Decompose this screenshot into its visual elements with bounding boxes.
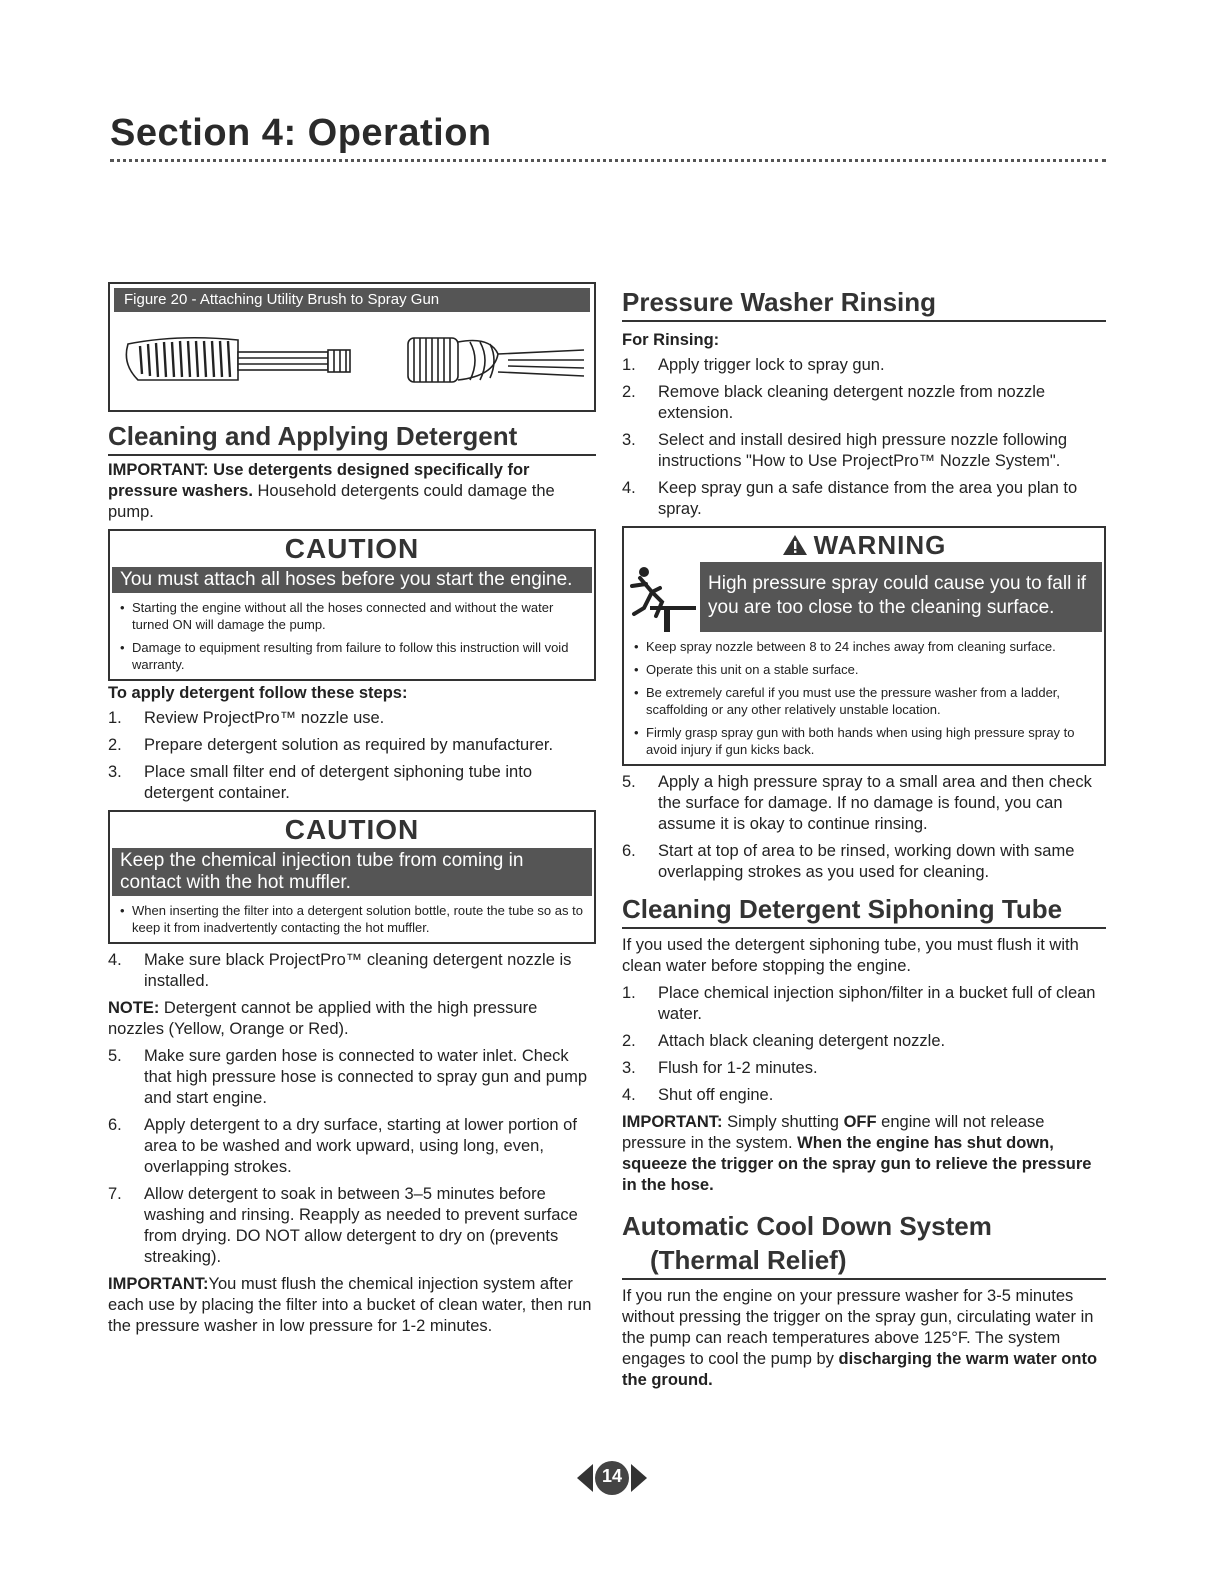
falling-person-icon: [626, 562, 700, 632]
list-item: 6. Start at top of area to be rinsed, working down with same overlapping strokes as you used for cleaning.: [622, 842, 1075, 881]
siphon-important: IMPORTANT: Simply shutting OFF engine will not release pressure in the system. When the engine has shut down, squeeze the trigger on the spray gun to relieve the pressure in the hose.: [622, 1113, 1092, 1194]
list-item: 5. Apply a high pressure spray to a small area and then check the surface for damage. If no damage is found, you can assume it is okay to continue rinsing.: [622, 773, 1092, 833]
page-number: [577, 1460, 647, 1501]
list-item: 6. Apply detergent to a dry surface, starting at lower portion of area to be washed and work upward, using long, even, overlapping strokes.: [108, 1116, 577, 1176]
list-item: 3. Select and install desired high pressure nozzle following instructions "How to Use ProjectPro™ Nozzle System".: [622, 431, 1068, 470]
warning-bullet: • Be extremely careful if you must use the pressure washer from a ladder, scaffolding or any other relatively unstable location.: [634, 685, 1061, 717]
list-item: 7. Allow detergent to soak in between 3–5 minutes before washing and rinsing. Reapply as needed to prevent surface from drying. DO NOT allow detergent to dry on (prevents streaking).: [108, 1185, 578, 1266]
warning-header: [624, 528, 1104, 562]
cooldown-subheading: (Thermal Relief): [622, 1244, 1106, 1280]
warning-bullet: • Firmly grasp spray gun with both hands when using high pressure spray to avoid injury if gun kicks back.: [634, 725, 1075, 757]
left-column: [108, 282, 596, 1337]
cooldown-heading: Automatic Cool Down System: [622, 1211, 992, 1241]
caution-box-muffler: [108, 810, 596, 944]
cleaning-heading: Cleaning and Applying Detergent: [108, 420, 596, 456]
page-title: Section 4: Operation: [110, 112, 492, 154]
warning-bullet: • Keep spray nozzle between 8 to 24 inches away from cleaning surface.: [634, 639, 1056, 654]
list-item: 2. Attach black cleaning detergent nozzle.: [622, 1032, 946, 1050]
list-item: 4. Shut off engine.: [622, 1086, 774, 1104]
rinsing-heading: Pressure Washer Rinsing: [622, 286, 1106, 322]
caution-band: Keep the chemical injection tube from coming in contact with the hot muffler.: [112, 848, 592, 896]
caution-band: You must attach all hoses before you start the engine.: [112, 567, 592, 593]
important-bold: IMPORTANT: Use detergents designed specifically for pressure washers.: [108, 461, 530, 500]
caution-bullet: • Damage to equipment resulting from failure to follow this instruction will void warranty.: [120, 640, 569, 672]
rinsing-steps-b: [622, 772, 1106, 883]
warning-bullet: • Operate this unit on a stable surface.: [634, 662, 859, 677]
caution-title: CAUTION: [284, 814, 420, 845]
list-item: 3. Flush for 1-2 minutes.: [622, 1059, 818, 1077]
steps-list-b: [108, 950, 596, 992]
siphon-steps: [622, 983, 1106, 1106]
list-item: 1. Review ProjectPro™ nozzle use.: [108, 709, 385, 727]
note-paragraph: NOTE: Detergent cannot be applied with the high pressure nozzles (Yellow, Orange or Red).: [108, 999, 538, 1038]
right-column: [622, 282, 1106, 1391]
list-item: 4. Keep spray gun a safe distance from the area you plan to spray.: [622, 479, 1078, 518]
steps-list-a: [108, 708, 596, 804]
steps-list-c: [108, 1046, 596, 1268]
rinsing-steps-a: [622, 355, 1106, 520]
steps-heading: To apply detergent follow these steps:: [108, 684, 408, 702]
warning-row: [626, 562, 1102, 632]
cooldown-text: If you run the engine on your pressure washer for 3-5 minutes without pressing the trigger on the spray gun, circulating water in the pump can reach temperatures above 125°F. The system engages to cool the pump by discharging the warm water onto the ground.: [622, 1287, 1098, 1389]
title-rule: [110, 156, 1106, 162]
warning-box: [622, 526, 1106, 766]
cleaning-important: [108, 460, 596, 523]
important-rest: Household detergents could damage the pump.: [108, 482, 555, 521]
caution-title: CAUTION: [284, 533, 420, 564]
siphon-intro: If you used the detergent siphoning tube, you must flush it with clean water before stopping the engine.: [622, 936, 1079, 975]
list-item: 1. Apply trigger lock to spray gun.: [622, 356, 885, 374]
list-item: 1. Place chemical injection siphon/filter in a bucket full of clean water.: [622, 984, 1096, 1023]
list-item: 5. Make sure garden hose is connected to water inlet. Check that high pressure hose is connected to spray gun and pump and start engine.: [108, 1047, 588, 1107]
figure-20: [108, 282, 596, 412]
warning-title: WARNING: [813, 529, 947, 560]
list-item: 2. Remove black cleaning detergent nozzle from nozzle extension.: [622, 383, 1046, 422]
list-item: 2. Prepare detergent solution as required by manufacturer.: [108, 736, 554, 754]
figure-caption: Figure 20 - Attaching Utility Brush to Spray Gun: [114, 288, 590, 312]
important-flush: IMPORTANT:You must flush the chemical injection system after each use by placing the filter into a bucket of clean water, then run the pressure washer in low pressure for 1-2 minutes.: [108, 1275, 592, 1335]
caution-bullet: • When inserting the filter into a detergent solution bottle, route the tube so as to keep it from inadvertently contacting the hot muffler.: [120, 903, 583, 935]
utility-brush-illustration: [118, 314, 588, 404]
list-item: 3. Place small filter end of detergent siphoning tube into detergent container.: [108, 763, 532, 802]
siphon-heading: Cleaning Detergent Siphoning Tube: [622, 893, 1106, 929]
warning-band: High pressure spray could cause you to fall if you are too close to the cleaning surface.: [700, 562, 1102, 632]
rinsing-subheading: For Rinsing:: [622, 331, 720, 349]
list-item: 4. Make sure black ProjectPro™ cleaning detergent nozzle is installed.: [108, 951, 572, 990]
caution-bullet: • Starting the engine without all the hoses connected and without the water turned ON will damage the pump.: [120, 600, 554, 632]
caution-box-hoses: [108, 529, 596, 681]
warning-triangle-icon: [782, 534, 808, 556]
page-number-text: 14: [601, 1466, 623, 1486]
